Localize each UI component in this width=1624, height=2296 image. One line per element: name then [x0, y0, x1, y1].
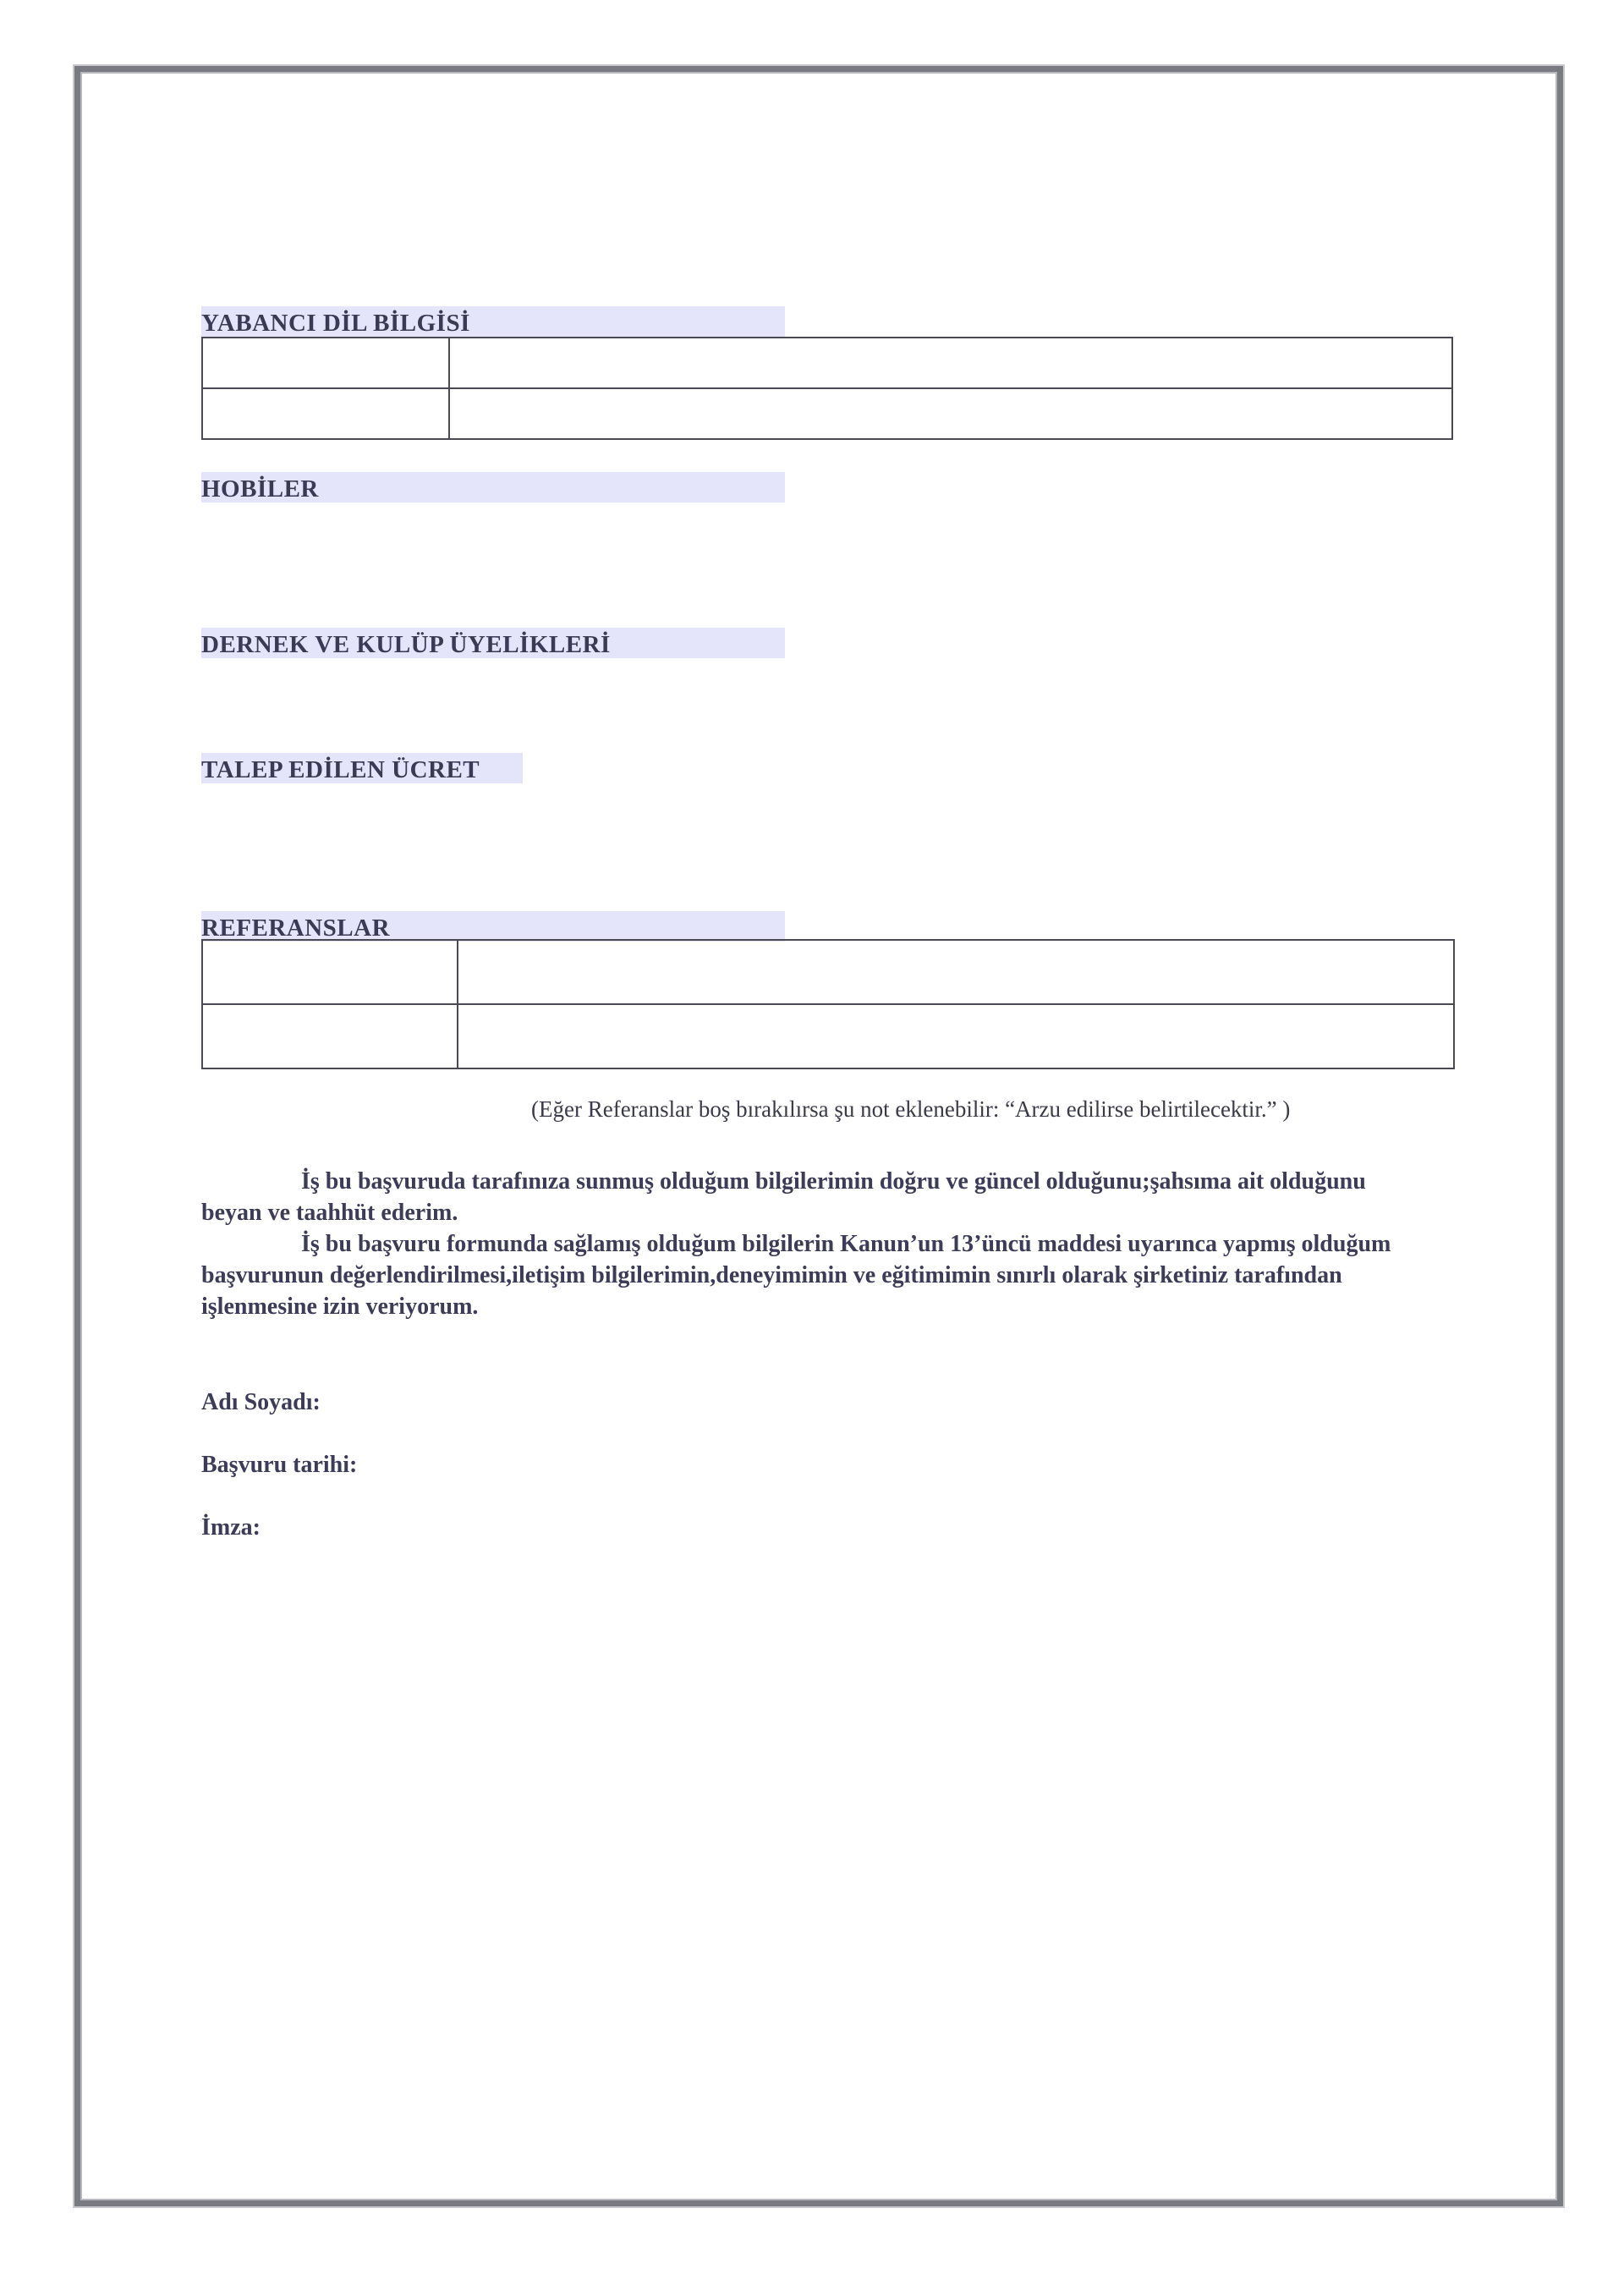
hobbies-heading-text: HOBİLER — [201, 475, 319, 503]
name-label: Adı Soyadı: — [201, 1389, 321, 1415]
reference-contact-cell[interactable] — [458, 1004, 1454, 1068]
foreign-language-table — [201, 337, 1453, 440]
requested-salary-heading-text: TALEP EDİLEN ÜCRET — [201, 756, 480, 783]
memberships-heading-text: DERNEK VE KULÜP ÜYELİKLERİ — [201, 631, 611, 658]
requested-salary-heading — [201, 753, 523, 783]
reference-name-cell[interactable] — [202, 940, 458, 1004]
reference-name-cell[interactable] — [202, 1004, 458, 1068]
declaration-paragraph-2: İş bu başvuru formunda sağlamış olduğum bilgilerin Kanun’un 13’üncü maddesi uyarınca yapmış olduğum başvurunun değerlendirilmesi,iletişim bilgilerimin,deneyimimin ve eğitimimin sınırlı olarak şirketiniz tarafından işlenmesine izin veriyorum. — [201, 1231, 1391, 1320]
language-name-cell[interactable] — [202, 388, 449, 439]
signature-label: İmza: — [201, 1514, 261, 1541]
references-heading — [201, 911, 785, 942]
reference-contact-cell[interactable] — [458, 940, 1454, 1004]
foreign-language-heading-text: YABANCI DİL BİLGİSİ — [201, 310, 470, 337]
declaration-paragraph-1: İş bu başvuruda tarafınıza sunmuş olduğum bilgilerimin doğru ve güncel olduğunu;şahsıma ait olduğunu beyan ve taahhüt ederim. — [201, 1168, 1366, 1226]
language-name-cell[interactable] — [202, 338, 449, 388]
application-date-label: Başvuru tarihi: — [201, 1452, 358, 1478]
references-table — [201, 939, 1455, 1069]
memberships-heading — [201, 628, 785, 658]
language-level-cell[interactable] — [449, 388, 1452, 439]
hobbies-heading — [201, 472, 785, 503]
references-note: (Eğer Referanslar boş bırakılırsa şu not eklenebilir: “Arzu edilirse belirtilecektir.” ) — [531, 1096, 1291, 1122]
foreign-language-heading — [201, 306, 785, 337]
language-level-cell[interactable] — [449, 338, 1452, 388]
declaration — [201, 1166, 1419, 1322]
references-heading-text: REFERANSLAR — [201, 915, 391, 942]
